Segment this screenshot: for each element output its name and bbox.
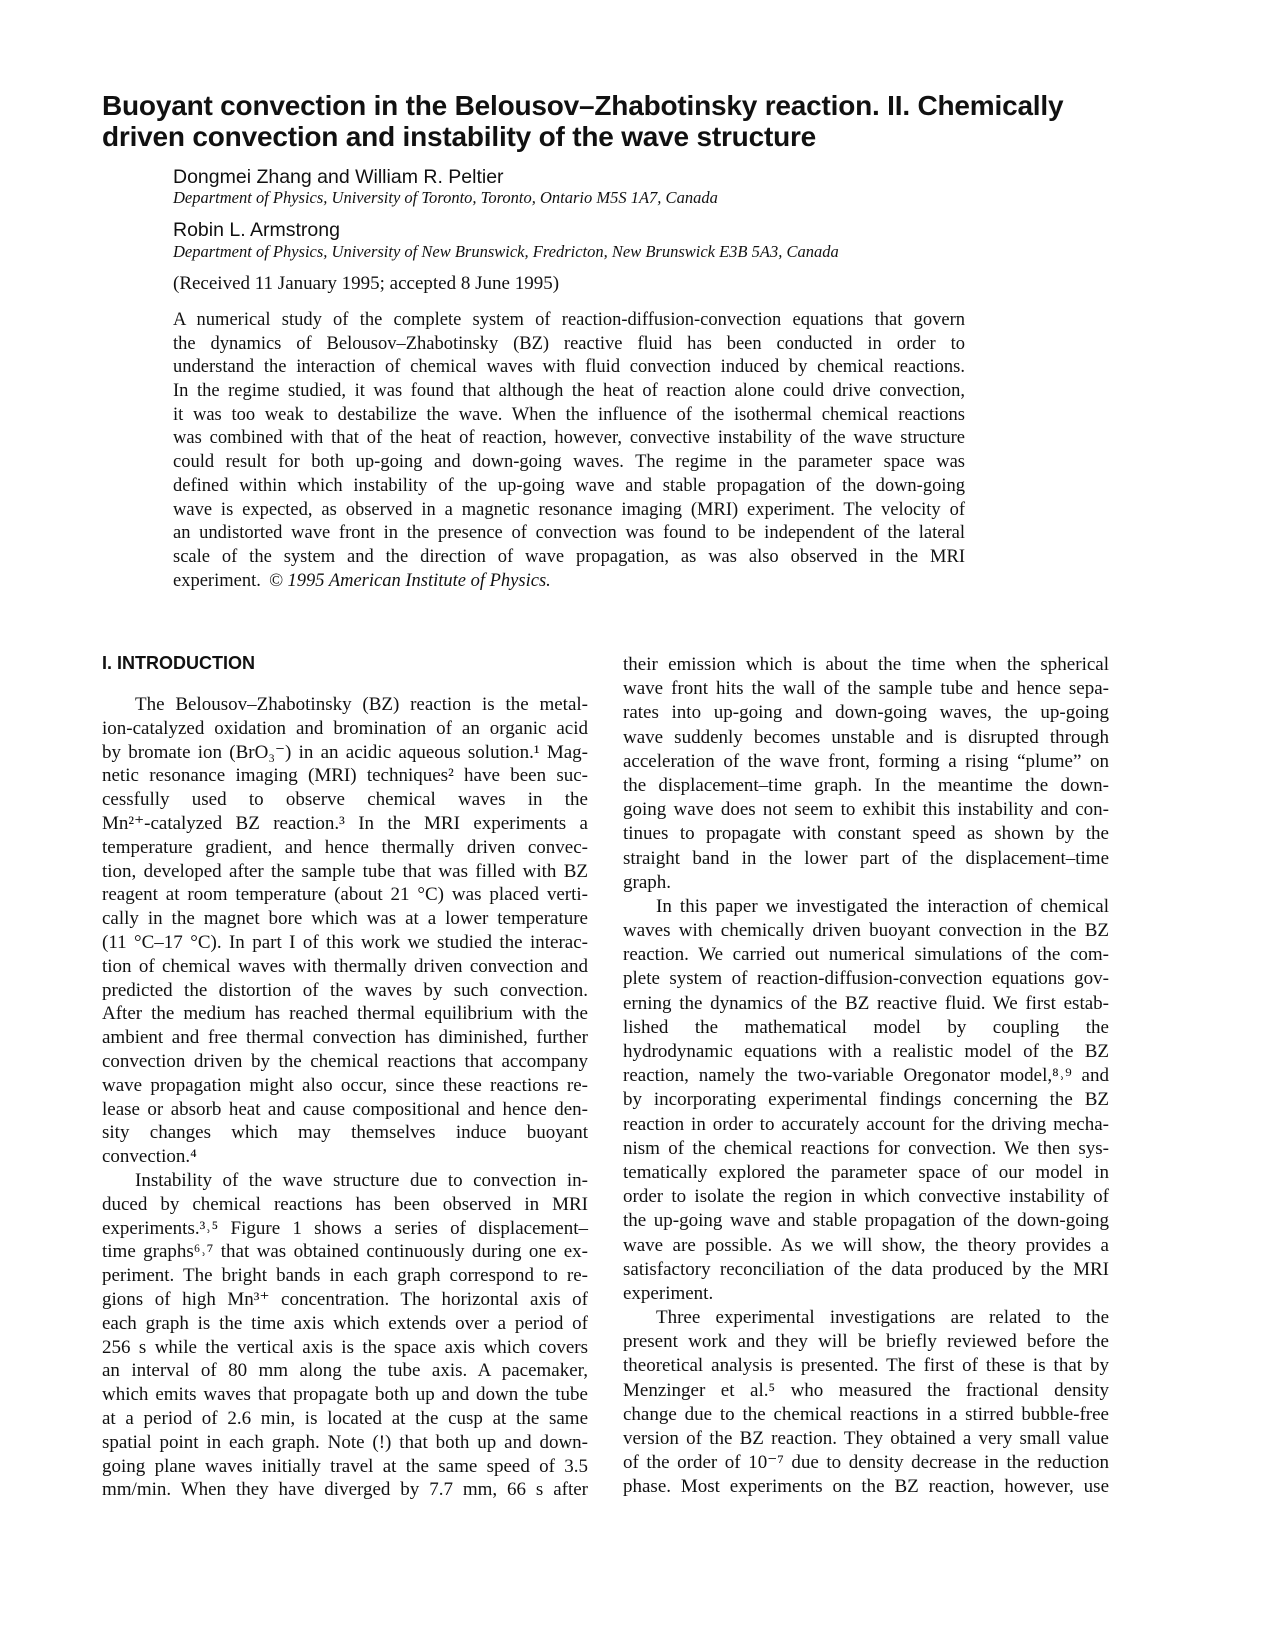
text-line: order to isolate the region in which convective instability of — [623, 1186, 1109, 1208]
received-dates: (Received 11 January 1995; accepted 8 June 1995) — [173, 273, 560, 294]
text-line: convection driven by the chemical reactions that accompany — [102, 1050, 588, 1072]
text-line: cessfully used to observe chemical waves in the — [102, 789, 588, 811]
author-names-2: Robin L. Armstrong — [173, 219, 340, 241]
author-affiliation-1: Department of Physics, University of Toronto, Toronto, Ontario M5S 1A7, Canada — [173, 188, 718, 207]
abstract-line: could result for both up-going and down-going waves. The regime in the parameter space was — [173, 452, 965, 473]
text-line: phase. Most experiments on the BZ reaction, however, use — [623, 1476, 1109, 1498]
text-line: which emits waves that propagate both up and down the tube — [102, 1384, 588, 1406]
abstract-line: defined within which instability of the up-going wave and stable propagation of the down-going — [173, 475, 965, 496]
right-column — [623, 653, 1109, 1500]
text-line: graph. — [623, 871, 672, 893]
text-line: each graph is the time axis which extends over a period of — [102, 1312, 588, 1334]
paragraph — [623, 653, 1109, 895]
abstract-line: the dynamics of Belousov–Zhabotinsky (BZ) reactive fluid has been conducted in order to — [173, 333, 965, 354]
text-line: waves with chemically driven buoyant convection in the BZ — [623, 920, 1109, 942]
text-line: theoretical analysis is presented. The first of these is that by — [623, 1355, 1109, 1377]
copyright-notice: © 1995 American Institute of Physics. — [268, 570, 551, 591]
abstract-line — [173, 570, 965, 594]
author-affiliation-2: Department of Physics, University of New Brunswick, Fredricton, New Brunswick E3B 5A3, Canada — [173, 242, 839, 261]
text-line: experiment. — [623, 1282, 714, 1304]
text-line: acceleration of the wave front, forming a rising “plume” on — [623, 750, 1109, 772]
text-line: the up-going wave and stable propagation of the down-going — [623, 1210, 1109, 1232]
text-line: rates into up-going and down-going waves, the up-going — [623, 702, 1109, 724]
left-column — [102, 693, 588, 1502]
text-line: After the medium has reached thermal equilibrium with the — [102, 1003, 588, 1025]
text-line: tematically explored the parameter space of our model in — [623, 1161, 1109, 1183]
text-line: of the order of 10⁻⁷ due to density decrease in the reduction — [623, 1452, 1109, 1474]
text-line: lished the mathematical model by coupling the — [623, 1016, 1109, 1038]
text-line: going plane waves initially travel at the same speed of 3.5 — [102, 1455, 588, 1477]
abstract-line: In the regime studied, it was found that although the heat of reaction alone could drive convection, — [173, 381, 965, 402]
text-line: at a period of 2.6 min, is located at the cusp at the same — [102, 1407, 588, 1429]
text-line: Three experimental investigations are related to the — [656, 1307, 1109, 1329]
text-line: duced by chemical reactions has been observed in MRI — [102, 1193, 588, 1215]
text-line: reaction, namely the two-variable Oregonator model,⁸˒⁹ and — [623, 1065, 1109, 1087]
text-line: by bromate ion (BrO₃⁻) in an acidic aqueous solution.¹ Mag- — [102, 741, 588, 763]
abstract-line: was combined with that of the heat of reaction, however, convective instability of the wave structure — [173, 428, 965, 449]
text-line: gions of high Mn³⁺ concentration. The horizontal axis of — [102, 1288, 588, 1310]
title-line-1: Buoyant convection in the Belousov–Zhabotinsky reaction. II. Chemically — [102, 90, 1064, 121]
text-line: their emission which is about the time when the spherical — [623, 654, 1109, 675]
text-line: tinues to propagate with constant speed as shown by the — [623, 823, 1109, 845]
abstract-line: understand the interaction of chemical waves with fluid convection induced by chemical reactions. — [173, 357, 965, 378]
text-line: cally in the magnet bore which was at a lower temperature — [102, 908, 588, 930]
paragraph — [102, 693, 588, 1169]
text-line: wave front hits the wall of the sample tube and hence sepa- — [623, 678, 1109, 700]
text-line: reagent at room temperature (about 21 °C) was placed verti- — [102, 884, 588, 906]
text-line: the displacement–time graph. In the meantime the down- — [623, 774, 1109, 796]
section-heading: I. INTRODUCTION — [102, 653, 255, 673]
text-line: The Belousov–Zhabotinsky (BZ) reaction is the metal- — [135, 694, 588, 715]
text-line: 256 s while the vertical axis is the space axis which covers — [102, 1336, 588, 1358]
abstract-line: A numerical study of the complete system of reaction-diffusion-convection equations that govern — [173, 310, 965, 330]
text-line: wave propagation might also occur, since these reactions re- — [102, 1074, 588, 1096]
text-line: periment. The bright bands in each graph correspond to re- — [102, 1265, 588, 1287]
text-line: tion of chemical waves with thermally driven convection and — [102, 955, 588, 977]
text-line: netic resonance imaging (MRI) techniques² have been suc- — [102, 765, 588, 787]
text-line: time graphs⁶˒⁷ that was obtained continuously during one ex- — [102, 1241, 588, 1263]
text-line: satisfactory reconciliation of the data produced by the MRI — [623, 1258, 1109, 1280]
title-line-2: driven convection and instability of the wave structure — [102, 121, 817, 152]
text-line: spatial point in each graph. Note (!) that both up and down- — [102, 1431, 588, 1453]
text-line: wave suddenly becomes unstable and is disrupted through — [623, 726, 1109, 748]
text-line: lease or absorb heat and cause compositional and hence den- — [102, 1098, 588, 1120]
text-line: reaction in order to accurately account for the driving mecha- — [623, 1113, 1109, 1135]
text-line: temperature gradient, and hence thermally driven convec- — [102, 836, 588, 858]
text-line: predicted the distortion of the waves by such convection. — [102, 979, 588, 1001]
text-line: reaction. We carried out numerical simulations of the com- — [623, 944, 1109, 966]
text-line: nism of the chemical reactions for convection. We then sys- — [623, 1137, 1109, 1159]
text-line: Instability of the wave structure due to convection in- — [135, 1169, 588, 1191]
abstract-line: wave is expected, as observed in a magnetic resonance imaging (MRI) experiment. The velocity of — [173, 499, 965, 520]
abstract-line: it was too weak to destabilize the wave. When the influence of the isothermal chemical reactions — [173, 404, 965, 425]
paper-title — [102, 90, 1202, 152]
abstract-line: an undistorted wave front in the presence of convection was found to be independent of the lateral — [173, 523, 965, 544]
text-line: convection.⁴ — [102, 1146, 197, 1168]
text-line: sity changes which may themselves induce buoyant — [102, 1122, 588, 1144]
text-line: erning the dynamics of the BZ reactive fluid. We first estab- — [623, 992, 1109, 1014]
abstract-line: scale of the system and the direction of wave propagation, as was also observed in the MRI — [173, 546, 965, 567]
text-line: ambient and free thermal convection has diminished, further — [102, 1027, 588, 1049]
text-line: ion-catalyzed oxidation and bromination of an organic acid — [102, 717, 588, 739]
text-line: present work and they will be briefly reviewed before the — [623, 1331, 1109, 1353]
text-line: tion, developed after the sample tube that was filled with BZ — [102, 860, 588, 882]
text-line: Menzinger et al.⁵ who measured the fractional density — [623, 1379, 1109, 1401]
text-line: change due to the chemical reactions in a stirred bubble-free — [623, 1403, 1109, 1425]
text-line: Mn²⁺-catalyzed BZ reaction.³ In the MRI experiments a — [102, 812, 588, 834]
paragraph — [102, 1169, 588, 1502]
abstract-last-text: experiment. — [173, 570, 261, 591]
text-line: an interval of 80 mm along the tube axis. A pacemaker, — [102, 1360, 588, 1382]
text-line: wave are possible. As we will show, the theory provides a — [623, 1234, 1109, 1256]
text-line: mm/min. When they have diverged by 7.7 mm, 66 s after — [102, 1479, 588, 1501]
text-line: straight band in the lower part of the displacement–time — [623, 847, 1109, 869]
paragraph — [623, 895, 1109, 1306]
text-line: by incorporating experimental findings concerning the BZ — [623, 1089, 1109, 1111]
text-line: hydrodynamic equations with a realistic model of the BZ — [623, 1041, 1109, 1062]
author-names-1: Dongmei Zhang and William R. Peltier — [173, 166, 504, 188]
abstract — [173, 309, 965, 593]
text-line: (11 °C–17 °C). In part I of this work we studied the interac- — [102, 931, 588, 953]
paragraph — [623, 1306, 1109, 1500]
text-line: going wave does not seem to exhibit this instability and con- — [623, 799, 1109, 821]
text-line: plete system of reaction-diffusion-convection equations gov- — [623, 968, 1109, 990]
text-line: In this paper we investigated the interaction of chemical — [656, 895, 1109, 917]
text-line: experiments.³˒⁵ Figure 1 shows a series of displacement– — [102, 1217, 588, 1239]
text-line: version of the BZ reaction. They obtained a very small value — [623, 1428, 1109, 1449]
